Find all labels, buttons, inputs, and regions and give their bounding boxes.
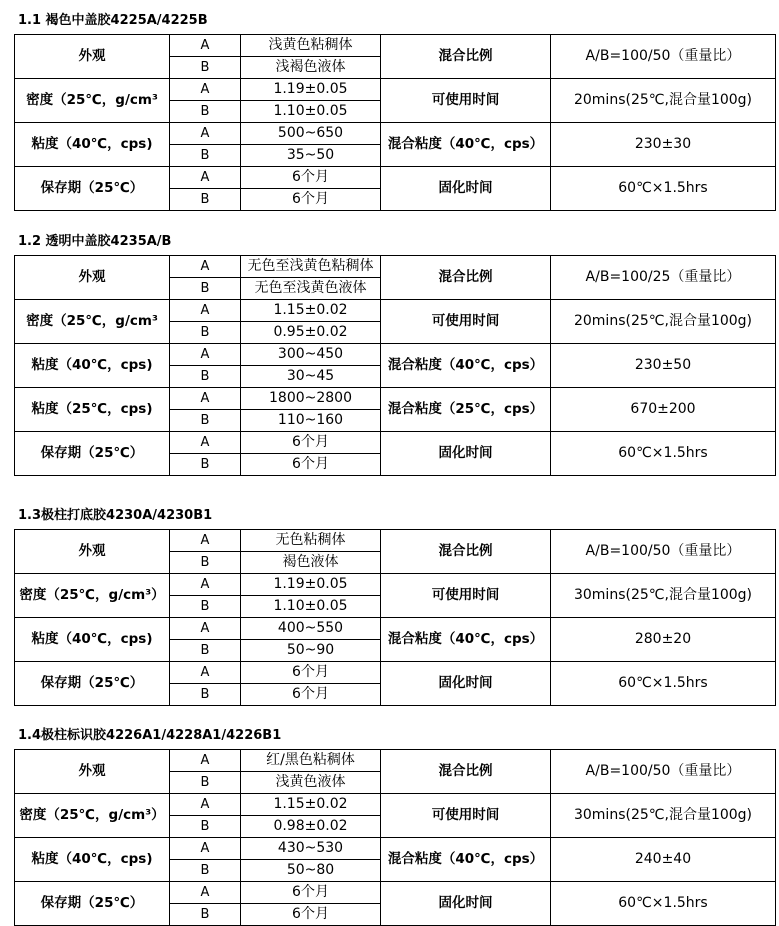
mix-property-label: 混合粘度（40℃，cps）: [381, 618, 551, 662]
component-b-value: 6个月: [241, 904, 381, 926]
mix-property-label: 混合比例: [381, 256, 551, 300]
component-b-label: B: [170, 101, 241, 123]
table-row: [15, 794, 776, 816]
component-a-value: 500~650: [241, 123, 381, 145]
section-title: 1.1 褐色中盖胶4225A/4225B: [18, 13, 208, 28]
component-a-label: A: [170, 574, 241, 596]
table-row: [15, 574, 776, 596]
property-label: 保存期（25℃）: [15, 882, 170, 926]
spec-table: [14, 34, 776, 211]
table-row: [15, 123, 776, 145]
mix-property-value: A/B=100/50（重量比）: [551, 530, 776, 574]
mix-property-value: 30mins(25℃,混合量100g): [551, 574, 776, 618]
component-a-value: 1800~2800: [241, 388, 381, 410]
mix-property-value: 240±40: [551, 838, 776, 882]
component-b-label: B: [170, 366, 241, 388]
component-b-label: B: [170, 454, 241, 476]
component-b-label: B: [170, 640, 241, 662]
component-b-label: B: [170, 772, 241, 794]
component-b-value: 6个月: [241, 189, 381, 211]
component-b-value: 110~160: [241, 410, 381, 432]
component-b-value: 1.10±0.05: [241, 101, 381, 123]
component-b-value: 浅褐色液体: [241, 57, 381, 79]
table-row: [15, 838, 776, 860]
component-a-label: A: [170, 530, 241, 552]
component-a-value: 无色粘稠体: [241, 530, 381, 552]
spec-table: [14, 749, 776, 926]
component-b-value: 无色至浅黄色液体: [241, 278, 381, 300]
component-a-value: 6个月: [241, 167, 381, 189]
mix-property-value: 60℃×1.5hrs: [551, 882, 776, 926]
mix-property-value: 230±30: [551, 123, 776, 167]
component-b-label: B: [170, 410, 241, 432]
component-b-value: 0.95±0.02: [241, 322, 381, 344]
component-b-label: B: [170, 145, 241, 167]
component-a-value: 1.15±0.02: [241, 300, 381, 322]
component-a-value: 6个月: [241, 662, 381, 684]
table-row: [15, 79, 776, 101]
component-a-value: 300~450: [241, 344, 381, 366]
component-a-label: A: [170, 300, 241, 322]
component-b-value: 6个月: [241, 454, 381, 476]
component-a-value: 无色至浅黄色粘稠体: [241, 256, 381, 278]
table-row: [15, 750, 776, 772]
component-a-label: A: [170, 662, 241, 684]
table-row: [15, 256, 776, 278]
component-a-value: 6个月: [241, 882, 381, 904]
spec-table: [14, 255, 776, 476]
table-row: [15, 662, 776, 684]
table-row: [15, 344, 776, 366]
mix-property-label: 混合粘度（40℃，cps）: [381, 123, 551, 167]
component-b-value: 50~80: [241, 860, 381, 882]
mix-property-label: 可使用时间: [381, 300, 551, 344]
component-a-value: 1.15±0.02: [241, 794, 381, 816]
component-a-value: 浅黄色粘稠体: [241, 35, 381, 57]
table-row: [15, 167, 776, 189]
property-label: 外观: [15, 256, 170, 300]
mix-property-label: 固化时间: [381, 432, 551, 476]
section-title: 1.3极柱打底胶4230A/4230B1: [18, 508, 213, 523]
property-label: 粘度（40℃，cps): [15, 838, 170, 882]
mix-property-label: 固化时间: [381, 662, 551, 706]
mix-property-label: 混合比例: [381, 35, 551, 79]
mix-property-value: 20mins(25℃,混合量100g): [551, 79, 776, 123]
mix-property-label: 可使用时间: [381, 794, 551, 838]
mix-property-label: 固化时间: [381, 882, 551, 926]
component-b-value: 6个月: [241, 684, 381, 706]
mix-property-value: 60℃×1.5hrs: [551, 432, 776, 476]
property-label: 密度（25℃，g/cm³）: [15, 794, 170, 838]
component-b-label: B: [170, 322, 241, 344]
mix-property-label: 混合比例: [381, 750, 551, 794]
property-label: 保存期（25℃）: [15, 662, 170, 706]
property-label: 粘度（40℃，cps): [15, 344, 170, 388]
component-a-label: A: [170, 167, 241, 189]
section-title: 1.4极柱标识胶4226A1/4228A1/4226B1: [18, 728, 282, 743]
component-a-value: 400~550: [241, 618, 381, 640]
mix-property-value: 280±20: [551, 618, 776, 662]
component-b-value: 30~45: [241, 366, 381, 388]
component-b-value: 褐色液体: [241, 552, 381, 574]
table-row: [15, 35, 776, 57]
component-a-label: A: [170, 79, 241, 101]
component-a-label: A: [170, 838, 241, 860]
component-a-label: A: [170, 35, 241, 57]
property-label: 保存期（25℃）: [15, 167, 170, 211]
mix-property-value: A/B=100/25（重量比）: [551, 256, 776, 300]
property-label: 外观: [15, 530, 170, 574]
property-label: 保存期（25℃）: [15, 432, 170, 476]
component-b-value: 浅黄色液体: [241, 772, 381, 794]
mix-property-label: 可使用时间: [381, 574, 551, 618]
table-row: [15, 300, 776, 322]
component-b-label: B: [170, 189, 241, 211]
component-b-label: B: [170, 57, 241, 79]
component-a-label: A: [170, 882, 241, 904]
mix-property-value: 60℃×1.5hrs: [551, 662, 776, 706]
component-b-label: B: [170, 816, 241, 838]
table-row: [15, 432, 776, 454]
mix-property-value: 670±200: [551, 388, 776, 432]
property-label: 粘度（25℃，cps): [15, 388, 170, 432]
property-label: 粘度（40℃，cps): [15, 123, 170, 167]
component-a-value: 430~530: [241, 838, 381, 860]
component-b-value: 1.10±0.05: [241, 596, 381, 618]
property-label: 外观: [15, 35, 170, 79]
component-a-label: A: [170, 750, 241, 772]
mix-property-value: 230±50: [551, 344, 776, 388]
mix-property-value: 20mins(25℃,混合量100g): [551, 300, 776, 344]
table-row: [15, 618, 776, 640]
component-a-label: A: [170, 123, 241, 145]
component-a-label: A: [170, 344, 241, 366]
component-a-value: 1.19±0.05: [241, 574, 381, 596]
mix-property-value: A/B=100/50（重量比）: [551, 750, 776, 794]
component-a-label: A: [170, 618, 241, 640]
component-a-label: A: [170, 256, 241, 278]
property-label: 密度（25℃，g/cm³: [15, 300, 170, 344]
mix-property-label: 固化时间: [381, 167, 551, 211]
property-label: 粘度（40℃，cps): [15, 618, 170, 662]
mix-property-value: 30mins(25℃,混合量100g): [551, 794, 776, 838]
component-b-label: B: [170, 596, 241, 618]
table-row: [15, 530, 776, 552]
component-b-value: 50~90: [241, 640, 381, 662]
component-a-label: A: [170, 388, 241, 410]
component-a-value: 6个月: [241, 432, 381, 454]
component-a-label: A: [170, 794, 241, 816]
mix-property-value: 60℃×1.5hrs: [551, 167, 776, 211]
component-a-value: 1.19±0.05: [241, 79, 381, 101]
component-a-label: A: [170, 432, 241, 454]
spec-table: [14, 529, 776, 706]
mix-property-label: 混合粘度（40℃，cps）: [381, 344, 551, 388]
table-row: [15, 388, 776, 410]
component-a-value: 红/黑色粘稠体: [241, 750, 381, 772]
component-b-label: B: [170, 278, 241, 300]
mix-property-label: 混合粘度（25℃，cps）: [381, 388, 551, 432]
mix-property-value: A/B=100/50（重量比）: [551, 35, 776, 79]
component-b-value: 35~50: [241, 145, 381, 167]
component-b-label: B: [170, 684, 241, 706]
property-label: 密度（25℃，g/cm³: [15, 79, 170, 123]
table-row: [15, 882, 776, 904]
mix-property-label: 可使用时间: [381, 79, 551, 123]
component-b-value: 0.98±0.02: [241, 816, 381, 838]
section-title: 1.2 透明中盖胶4235A/B: [18, 234, 172, 249]
component-b-label: B: [170, 860, 241, 882]
mix-property-label: 混合粘度（40℃，cps）: [381, 838, 551, 882]
component-b-label: B: [170, 552, 241, 574]
property-label: 外观: [15, 750, 170, 794]
component-b-label: B: [170, 904, 241, 926]
property-label: 密度（25℃，g/cm³）: [15, 574, 170, 618]
mix-property-label: 混合比例: [381, 530, 551, 574]
